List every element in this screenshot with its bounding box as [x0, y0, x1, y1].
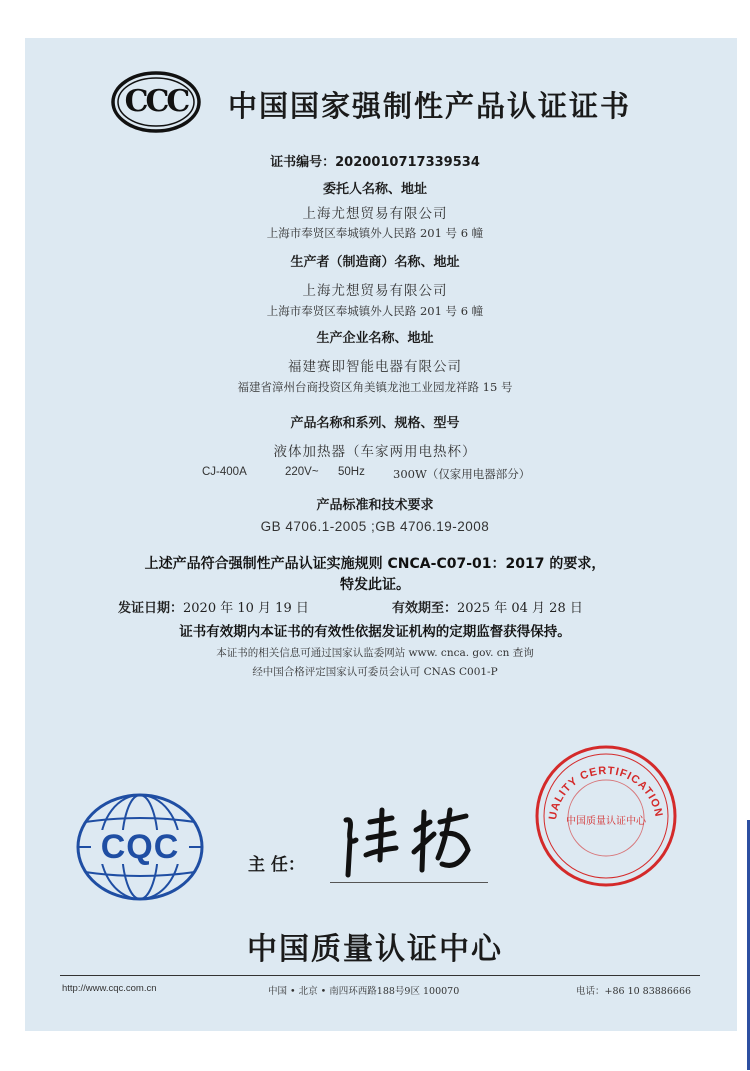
standards: GB 4706.1-2005 ;GB 4706.19-2008 [260, 519, 490, 534]
cqc-logo [75, 792, 205, 902]
valid-date-label: 有效期至： [392, 601, 458, 616]
footer-address: 中国 • 北京 • 南四环西路188号9区 100070 [268, 986, 460, 997]
statement-line-1: 上述产品符合强制性产品认证实施规则 CNCA-C07-01：2017 的要求， [144, 556, 606, 572]
footer-divider [60, 975, 700, 976]
product-name: 液体加热器（车家两用电热杯） [273, 444, 477, 460]
issue-date-label: 发证日期： [118, 601, 184, 616]
signature-line [330, 882, 488, 883]
client-address: 上海市奉贤区奉城镇外人民路 201 号 6 幢 [266, 226, 484, 240]
footer-phone: 电话：+86 10 83886666 [576, 986, 692, 997]
valid-date: 2025 年 04 月 28 日 [457, 601, 583, 616]
cert-no-value: 2020010717339534 [335, 155, 480, 170]
ccc-logo-text: CCC [124, 84, 188, 119]
seal-outer-text: UALITY CERTIFICATION [547, 764, 665, 821]
client-name: 上海尤想贸易有限公司 [302, 206, 448, 222]
validity-note: 证书有效期内本证书的有效性依据发证机构的定期监督获得保持。 [179, 624, 571, 640]
issue-date-row [118, 597, 309, 616]
certificate-title: 中国国家强制性产品认证证书 [228, 89, 632, 123]
issue-date: 2020 年 10 月 19 日 [183, 601, 309, 616]
info-line-2: 经中国合格评定国家认可委员会认可 CNAS C001-P [252, 666, 498, 678]
manufacturer-header: 生产者（制造商）名称、地址 [290, 255, 460, 270]
issuer-name: 中国质量认证中心 [247, 932, 503, 967]
product-frequency: 50Hz [338, 466, 365, 478]
product-model: CJ-400A [202, 466, 247, 478]
standard-header: 产品标准和技术要求 [316, 498, 434, 513]
factory-name: 福建赛即智能电器有限公司 [288, 359, 462, 375]
product-power: 300W（仅家用电器部分） [393, 467, 531, 481]
footer-url[interactable]: http://www.cqc.com.cn [62, 983, 157, 994]
cert-no-label: 证书编号： [270, 155, 336, 170]
manufacturer-address: 上海市奉贤区奉城镇外人民路 201 号 6 幢 [266, 304, 484, 318]
certificate-number [0, 151, 750, 170]
ccc-logo [110, 70, 202, 134]
factory-header: 生产企业名称、地址 [316, 331, 434, 346]
manufacturer-name: 上海尤想贸易有限公司 [302, 283, 448, 299]
seal-inner-text: 中国质量认证中心 [566, 816, 646, 827]
director-signature [338, 800, 488, 880]
product-header: 产品名称和系列、规格、型号 [290, 416, 460, 431]
client-header: 委托人名称、地址 [322, 182, 427, 197]
director-label: 主 任： [248, 855, 305, 875]
cqc-logo-text: CQC [100, 828, 180, 866]
info-line-1: 本证书的相关信息可通过国家认监委网站 www. cnca. gov. cn 查询 [216, 647, 534, 659]
factory-address: 福建省漳州台商投资区角美镇龙池工业园龙祥路 15 号 [237, 380, 513, 394]
statement-line-2: 特发此证。 [340, 577, 410, 593]
valid-date-row [392, 597, 583, 616]
product-voltage: 220V~ [285, 466, 319, 478]
cqc-seal [534, 744, 678, 888]
